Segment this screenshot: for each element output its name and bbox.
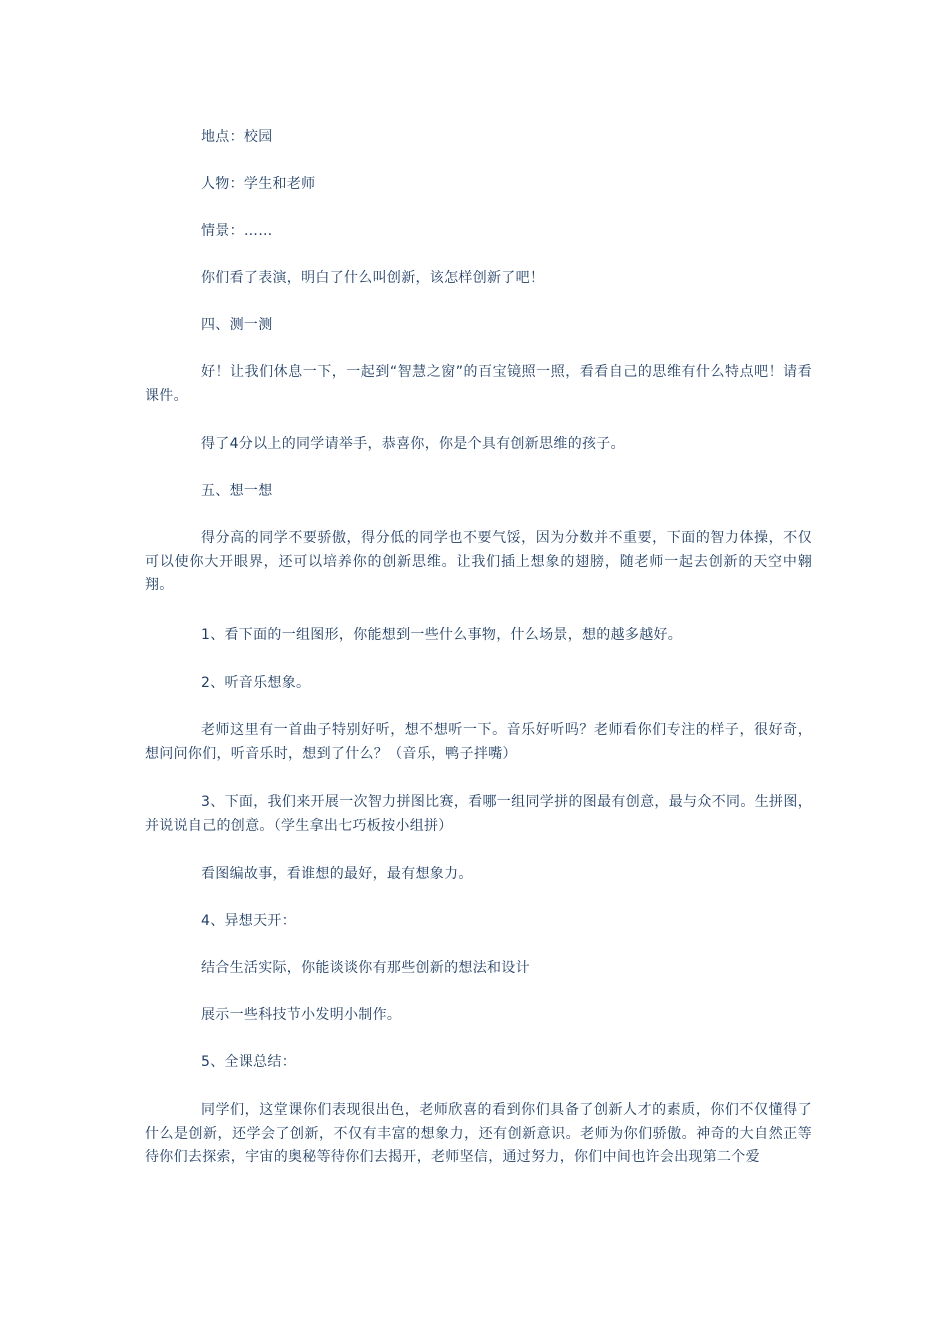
paragraph-scene: 情景：…… bbox=[201, 223, 273, 239]
paragraph-story: 看图编故事，看谁想的最好，最有想象力。 bbox=[201, 866, 473, 882]
paragraph-item-4: 4、异想天开： bbox=[201, 913, 297, 929]
paragraph-wisdom-window: 好！让我们休息一下，一起到“智慧之窗”的百宝镜照一照，看看自己的思维有什么特点吧！请看课件。 bbox=[145, 364, 812, 404]
paragraph-inventions: 展示一些科技节小发明小制作。 bbox=[201, 1007, 402, 1023]
paragraph-life-ideas: 结合生活实际，你能谈谈你有那些创新的想法和设计 bbox=[201, 960, 530, 976]
paragraph-score-praise: 得了4分以上的同学请举手，恭喜你，你是个具有创新思维的孩子。 bbox=[201, 436, 625, 452]
section-heading-think: 五、想一想 bbox=[201, 483, 273, 499]
paragraph-mental-exercise: 得分高的同学不要骄傲，得分低的同学也不要气馁，因为分数并不重要，下面的智力体操，不仅可以使你大开眼界，还可以培养你的创新思维。让我们插上想象的翅膀，随老师一起去创新的天空中翱翔。 bbox=[145, 530, 812, 593]
paragraph-after-performance: 你们看了表演，明白了什么叫创新，该怎样创新了吧！ bbox=[201, 270, 545, 286]
paragraph-item-3: 3、下面，我们来开展一次智力拼图比赛，看哪一组同学拼的图最有创意，最与众不同。生拼图，并说说自己的创意。（学生拿出七巧板按小组拼） bbox=[145, 794, 812, 834]
section-heading-test: 四、测一测 bbox=[201, 317, 273, 333]
paragraph-item-2: 2、听音乐想象。 bbox=[201, 675, 311, 691]
paragraph-characters: 人物：学生和老师 bbox=[201, 176, 316, 192]
paragraph-location: 地点：校园 bbox=[201, 129, 273, 145]
paragraph-item-5: 5、全课总结： bbox=[201, 1054, 297, 1070]
paragraph-item-1: 1、看下面的一组图形，你能想到一些什么事物，什么场景，想的越多越好。 bbox=[201, 627, 683, 643]
paragraph-music: 老师这里有一首曲子特别好听，想不想听一下。音乐好听吗？老师看你们专注的样子，很好奇，想问问你们，听音乐时，想到了什么？（音乐，鸭子拌嘴） bbox=[145, 722, 812, 762]
paragraph-summary: 同学们，这堂课你们表现很出色，老师欣喜的看到你们具备了创新人才的素质，你们不仅懂得了什么是创新，还学会了创新，不仅有丰富的想象力，还有创新意识。老师为你们骄傲。神奇的大自然正等待你们去探索，宇宙的奥秘等待你们去揭开，老师坚信，通过努力，你们中间也许会出现第二个爱 bbox=[145, 1102, 812, 1165]
